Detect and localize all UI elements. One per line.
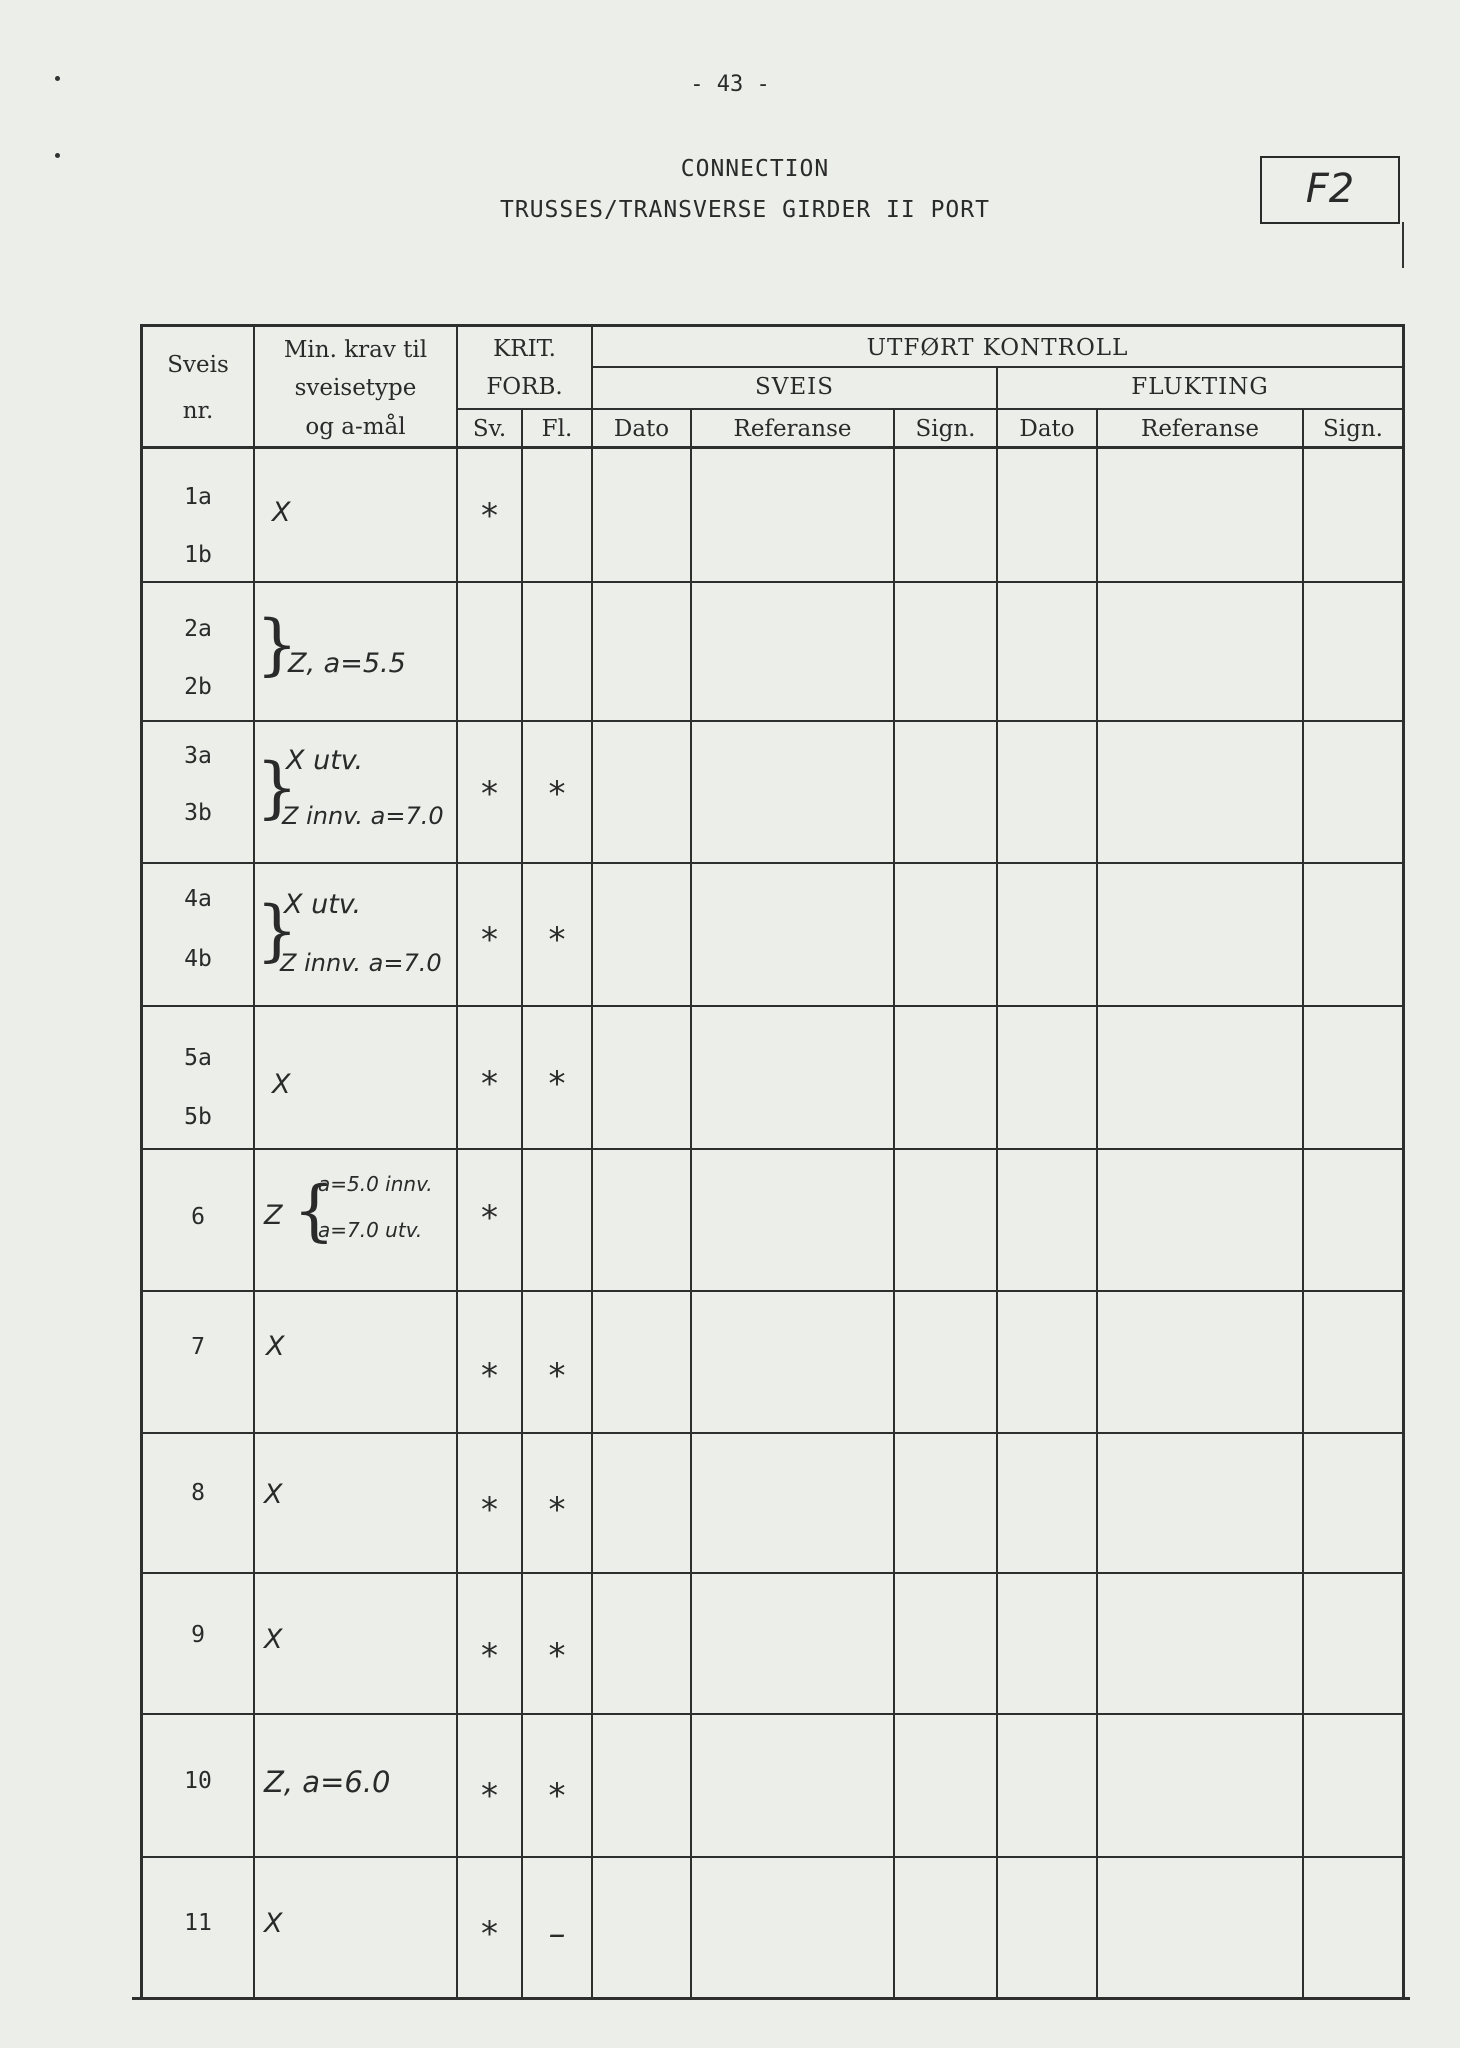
- col-line-sveis-end: [996, 366, 998, 2000]
- weld-nr: 8: [191, 1480, 205, 1506]
- header-referanse: Referanse: [1141, 416, 1259, 442]
- weld-requirement-outer: a=7.0 utv.: [318, 1218, 423, 1242]
- weld-nr: 7: [191, 1334, 205, 1360]
- header-divider: [457, 408, 1402, 410]
- critical-sv-mark: *: [481, 1636, 498, 1676]
- critical-sv-mark: *: [481, 1356, 498, 1396]
- weld-requirement: X: [266, 1331, 285, 1362]
- weld-requirement-inner: Z innv. a=7.0: [282, 802, 444, 830]
- header-sv: Sv.: [472, 416, 507, 442]
- header-krit: KRIT.: [493, 336, 556, 362]
- critical-sv-mark: *: [481, 1914, 498, 1954]
- weld-nr: 2a: [184, 616, 212, 642]
- header-referanse: Referanse: [733, 416, 852, 442]
- critical-fl-mark: *: [548, 1636, 566, 1676]
- header-sign: Sign.: [915, 416, 976, 442]
- row-line: [140, 1572, 1402, 1574]
- header-min-krav: Min. krav til: [283, 337, 428, 363]
- critical-fl-mark: *: [548, 1490, 566, 1530]
- critical-sv-mark: *: [481, 1198, 498, 1238]
- critical-sv-mark: *: [481, 496, 498, 536]
- weld-requirement: X: [272, 497, 291, 528]
- critical-fl-mark: *: [548, 1064, 566, 1104]
- table-border-right: [1402, 324, 1405, 2000]
- page-number: - 43 -: [690, 72, 770, 97]
- row-line: [140, 862, 1402, 864]
- weld-requirement-inner: Z innv. a=7.0: [280, 949, 442, 977]
- header-sveis: Sveis: [167, 352, 229, 378]
- title-line-2: TRUSSES/TRANSVERSE GIRDER II PORT: [500, 197, 990, 223]
- row-line: [140, 1005, 1402, 1007]
- col-line-sv: [521, 408, 523, 2000]
- header-a-maal: og a-mål: [305, 414, 406, 440]
- col-line-nr: [253, 324, 255, 2000]
- weld-requirement-prefix: Z: [264, 1200, 283, 1231]
- weld-requirement: Z, a=5.5: [288, 648, 406, 679]
- weld-nr: 4b: [184, 946, 212, 972]
- critical-sv-mark: *: [481, 774, 498, 814]
- weld-requirement-outer: X utv.: [286, 745, 364, 776]
- weld-requirement: Z, a=6.0: [264, 1765, 391, 1799]
- weld-nr: 3a: [184, 743, 212, 769]
- weld-nr: 5b: [184, 1104, 212, 1130]
- weld-nr: 2b: [184, 674, 212, 700]
- col-line-ref1: [893, 408, 895, 2000]
- table-border-top: [140, 324, 1404, 327]
- weld-nr: 1a: [184, 484, 212, 510]
- col-line-dato1: [690, 408, 692, 2000]
- title-line-1: CONNECTION: [680, 156, 830, 182]
- weld-nr: 6: [191, 1204, 205, 1230]
- weld-requirement-inner: a=5.0 innv.: [318, 1172, 433, 1196]
- brace-mark: }: [256, 749, 298, 826]
- header-dato: Dato: [1019, 416, 1075, 442]
- row-line: [140, 1148, 1402, 1150]
- critical-sv-mark: *: [481, 1776, 498, 1816]
- form-code: F2: [1305, 166, 1355, 212]
- weld-requirement: X: [272, 1069, 291, 1100]
- weld-nr: 1b: [184, 542, 212, 568]
- weld-nr: 5a: [184, 1045, 212, 1071]
- row-line: [140, 1713, 1402, 1715]
- weld-nr: 4a: [184, 886, 212, 912]
- weld-nr: 10: [184, 1768, 212, 1794]
- header-utfort-kontroll: UTFØRT KONTROLL: [866, 335, 1129, 361]
- weld-requirement: X: [264, 1479, 283, 1510]
- weld-requirement-outer: X utv.: [284, 889, 362, 920]
- brace-mark: {: [293, 1172, 335, 1249]
- row-line: [140, 1290, 1402, 1292]
- row-line: [140, 1856, 1402, 1858]
- col-line-fl: [591, 324, 593, 2000]
- critical-fl-mark: *: [548, 1356, 566, 1396]
- col-line-req: [456, 324, 458, 2000]
- critical-fl-mark: *: [548, 774, 566, 814]
- table-border-left: [140, 324, 143, 2000]
- header-sveis-group: SVEIS: [755, 374, 834, 400]
- critical-fl-mark: *: [548, 1776, 566, 1816]
- col-line-ref2: [1302, 408, 1304, 2000]
- header-nr: nr.: [182, 398, 214, 424]
- row-line: [140, 581, 1402, 583]
- weld-nr: 9: [191, 1622, 205, 1648]
- brace-mark: }: [256, 892, 298, 969]
- weld-requirement: X: [264, 1908, 283, 1939]
- weld-nr: 3b: [184, 800, 212, 826]
- header-bottom: [140, 446, 1402, 449]
- critical-sv-mark: *: [481, 1064, 498, 1104]
- weld-nr: 11: [184, 1910, 212, 1936]
- header-fl: Fl.: [541, 416, 573, 442]
- brace-mark: }: [256, 606, 298, 683]
- header-forb: FORB.: [486, 374, 563, 400]
- header-sign: Sign.: [1323, 416, 1383, 442]
- col-line-dato2: [1096, 408, 1098, 2000]
- header-dato: Dato: [613, 416, 670, 442]
- critical-sv-mark: *: [481, 920, 498, 960]
- critical-fl-mark: –: [548, 1914, 566, 1954]
- weld-requirement: X: [264, 1624, 283, 1655]
- table-border-bottom: [132, 1997, 1410, 2000]
- row-line: [140, 1432, 1402, 1434]
- row-line: [140, 720, 1402, 722]
- header-sveisetype: sveisetype: [294, 375, 417, 401]
- critical-fl-mark: *: [548, 920, 566, 960]
- critical-sv-mark: *: [481, 1490, 498, 1530]
- header-flukting-group: FLUKTING: [1131, 374, 1269, 400]
